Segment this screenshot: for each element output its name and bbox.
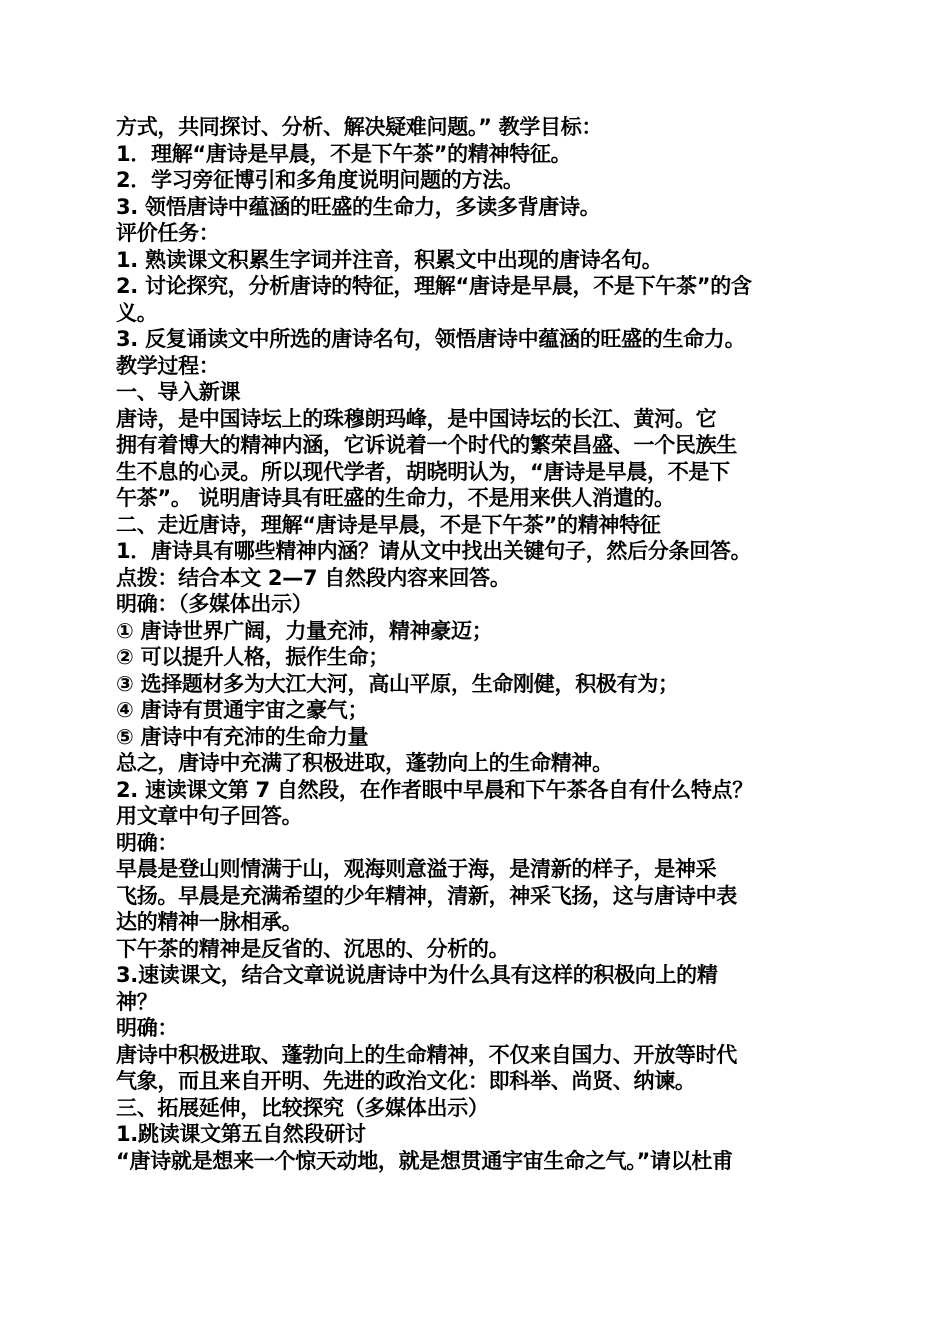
paragraph-line: 气象，而且来自开明、先进的政治文化：即科举、尚贤、纳谏。 bbox=[116, 1069, 696, 1093]
text-line: 义。 bbox=[116, 300, 158, 325]
list-item: ① 唐诗世界广阔，力量充沛，精神豪迈； bbox=[116, 618, 493, 643]
question-line: 神？ bbox=[116, 989, 158, 1014]
document-page bbox=[116, 114, 846, 1174]
question-line: 2. 速读课文第 7 自然段，在作者眼中早晨和下午茶各自有什么特点？ bbox=[116, 777, 753, 802]
answer-heading: 明确：（多媒体出示） bbox=[116, 592, 313, 616]
section-heading: 评价任务： bbox=[116, 221, 220, 245]
answer-heading: 明确： bbox=[116, 830, 179, 855]
paragraph-line: 唐诗中积极进取、蓬勃向上的生命精神，不仅来自国力、开放等时代 bbox=[116, 1042, 737, 1067]
question-line: 3.速读课文，结合文章说说唐诗中为什么具有这样的积极向上的精 bbox=[116, 963, 718, 987]
task-item: 3. 反复诵读文中所选的唐诗名句，领悟唐诗中蕴涵的旺盛的生命力。 bbox=[116, 327, 746, 351]
text-line: 方式，共同探讨、分析、解决疑难问题。” 教学目标： bbox=[116, 115, 603, 139]
paragraph-line: 唐诗，是中国诗坛上的珠穆朗玛峰，是中国诗坛的长江、黄河。它 bbox=[116, 406, 717, 431]
hint-line: 点拨：结合本文 2—7 自然段内容来回答。 bbox=[116, 565, 511, 590]
list-item: ② 可以提升人格，振作生命； bbox=[116, 645, 389, 669]
paragraph-line: 拥有着博大的精神内涵，它诉说着一个时代的繁荣昌盛、一个民族生 bbox=[116, 433, 737, 457]
paragraph-line: 早晨是登山则情满于山，观海则意溢于海，是清新的样子，是神采 bbox=[116, 857, 717, 881]
paragraph-line: “唐诗就是想来一个惊天动地，就是想贯通宇宙生命之气。”请以杜甫 bbox=[116, 1148, 733, 1173]
paragraph-line: 总之，唐诗中充满了积极进取，蓬勃向上的生命精神。 bbox=[116, 751, 613, 775]
answer-heading: 明确： bbox=[116, 1016, 179, 1040]
list-item: ⑤ 唐诗中有充沛的生命力量 bbox=[116, 724, 369, 749]
paragraph-line: 生不息的心灵。所以现代学者，胡晓明认为，“唐诗是早晨，不是下 bbox=[116, 459, 730, 484]
objective-item: 1．理解“唐诗是早晨，不是下午茶”的精神特征。 bbox=[116, 141, 572, 166]
paragraph-line: 达的精神一脉相承。 bbox=[116, 910, 303, 934]
question-line: 1.跳读课文第五自然段研讨 bbox=[116, 1122, 366, 1146]
paragraph-line: 下午茶的精神是反省的、沉思的、分析的。 bbox=[116, 936, 510, 961]
section-heading: 教学过程： bbox=[116, 353, 220, 378]
task-item: 2. 讨论探究，分析唐诗的特征，理解“唐诗是早晨，不是下午茶”的含 bbox=[116, 274, 752, 298]
list-item: ③ 选择题材多为大江大河，高山平原，生命刚健，积极有为； bbox=[116, 671, 679, 696]
objective-item: 2．学习旁征博引和多角度说明问题的方法。 bbox=[116, 168, 524, 192]
question-line: 1．唐诗具有哪些精神内涵？请从文中找出关键句子，然后分条回答。 bbox=[116, 539, 752, 563]
section-heading: 一、导入新课 bbox=[116, 380, 241, 404]
paragraph-line: 飞扬。早晨是充满希望的少年精神，清新，神采飞扬，这与唐诗中表 bbox=[116, 883, 737, 908]
section-heading: 三、拓展延伸，比较探究（多媒体出示） bbox=[116, 1095, 489, 1120]
task-item: 1. 熟读课文积累生字词并注音，积累文中出现的唐诗名句。 bbox=[116, 247, 663, 272]
section-heading: 二、走近唐诗，理解“唐诗是早晨，不是下午茶”的精神特征 bbox=[116, 512, 661, 537]
list-item: ④ 唐诗有贯通宇宙之豪气； bbox=[116, 698, 369, 722]
question-line: 用文章中句子回答。 bbox=[116, 804, 303, 828]
objective-item: 3. 领悟唐诗中蕴涵的旺盛的生命力，多读多背唐诗。 bbox=[116, 194, 601, 219]
paragraph-line: 午茶”。 说明唐诗具有旺盛的生命力，不是用来供人消遣的。 bbox=[116, 486, 675, 510]
